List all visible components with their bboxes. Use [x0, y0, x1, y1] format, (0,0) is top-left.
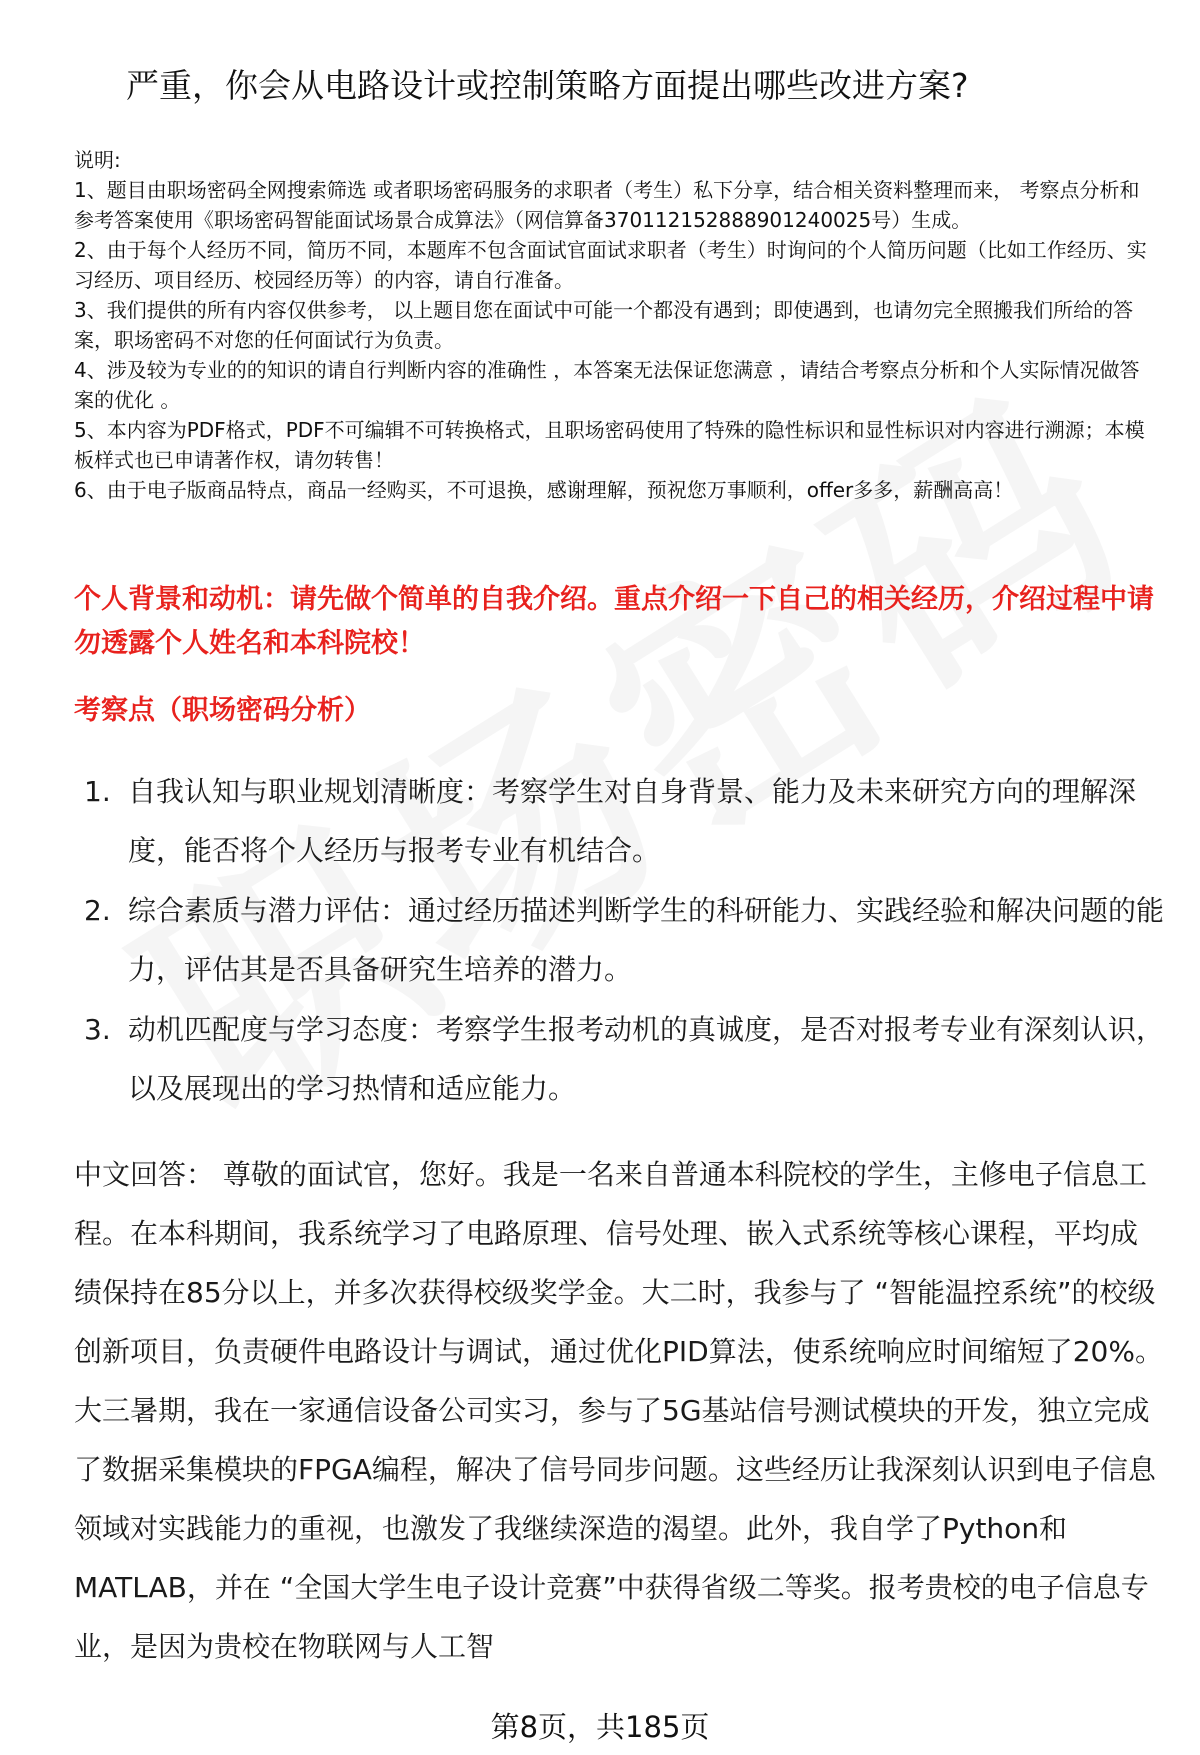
notes-heading: 说明:	[74, 148, 121, 172]
point-number: 2.	[84, 894, 111, 927]
interview-question: 个人背景和动机：请先做个简单的自我介绍。重点介绍一下自己的相关经历，介绍过程中请勿透露个人姓名和本科院校！	[74, 584, 1154, 659]
analysis-point	[84, 1000, 1164, 1118]
analysis-point	[84, 881, 1164, 999]
note-item: 4、涉及较为专业的的知识的请自行判断内容的准确性 ，本答案无法保证您满意 ，请结合考察点分析和个人实际情况做答案的优化 。	[74, 358, 1140, 412]
point-number: 1.	[84, 775, 111, 808]
analysis-points	[84, 762, 1164, 1119]
point-text: 综合素质与潜力评估：通过经历描述判断学生的科研能力、实践经验和解决问题的能力，评估其是否具备研究生培养的潜力。	[128, 894, 1165, 986]
point-text: 自我认知与职业规划清晰度：考察学生对自身背景、能力及未来研究方向的理解深度，能否将个人经历与报考专业有机结合。	[128, 775, 1137, 867]
point-number: 3.	[84, 1013, 111, 1046]
note-item: 5、本内容为PDF格式，PDF不可编辑不可转换格式，且职场密码使用了特殊的隐性标识和显性标识对内容进行溯源；本模板样式也已申请著作权，请勿转售！	[74, 418, 1145, 472]
analysis-heading: 考察点（职场密码分析）	[74, 695, 371, 726]
note-item: 6、由于电子版商品特点，商品一经购买，不可退换，感谢理解，预祝您万事顺利，offer多多，薪酬高高！	[74, 478, 1014, 502]
note-item: 1、题目由职场密码全网搜索筛选 或者职场密码服务的求职者（考生）私下分享，结合相关资料整理而来， 考察点分析和参考答案使用《职场密码智能面试场景合成算法》（网信算备370112152888901240025号）生成。	[74, 178, 1140, 232]
note-item: 2、由于每个人经历不同，简历不同，本题库不包含面试官面试求职者（考生）时询问的个人简历问题（比如工作经历、实习经历、项目经历、校园经历等）的内容，请自行准备。	[74, 238, 1147, 292]
notes-section	[74, 145, 1159, 505]
point-text: 动机匹配度与学习态度：考察学生报考动机的真诚度，是否对报考专业有深刻认识，以及展现出的学习热情和适应能力。	[128, 1013, 1165, 1105]
answer-text: 中文回答： 尊敬的面试官，您好。我是一名来自普通本科院校的学生，主修电子信息工程。在本科期间，我系统学习了电路原理、信号处理、嵌入式系统等核心课程，平均成绩保持在85分以上，并多次获得校级奖学金。大二时，我参与了 “智能温控系统”的校级创新项目，负责硬件电路设计与调试，通过优化PID算法，使系统响应时间缩短了20%。大三暑期，我在一家通信设备公司实习，参与了5G基站信号测试模块的开发，独立完成了数据采集模块的FPGA编程，解决了信号同步问题。这些经历让我深刻认识到电子信息领域对实践能力的重视，也激发了我继续深造的渴望。此外，我自学了Python和MATLAB，并在 “全国大学生电子设计竞赛”中获得省级二等奖。报考贵校的电子信息专业，是因为贵校在物联网与人工智	[74, 1158, 1163, 1663]
analysis-point	[84, 762, 1164, 880]
page-number: 第8页，共185页	[490, 1710, 710, 1744]
page-title: 严重，你会从电路设计或控制策略方面提出哪些改进方案?	[126, 66, 969, 105]
note-item: 3、我们提供的所有内容仅供参考， 以上题目您在面试中可能一个都没有遇到；即使遇到，也请勿完全照搬我们所给的答案，职场密码不对您的任何面试行为负责。	[74, 298, 1134, 352]
